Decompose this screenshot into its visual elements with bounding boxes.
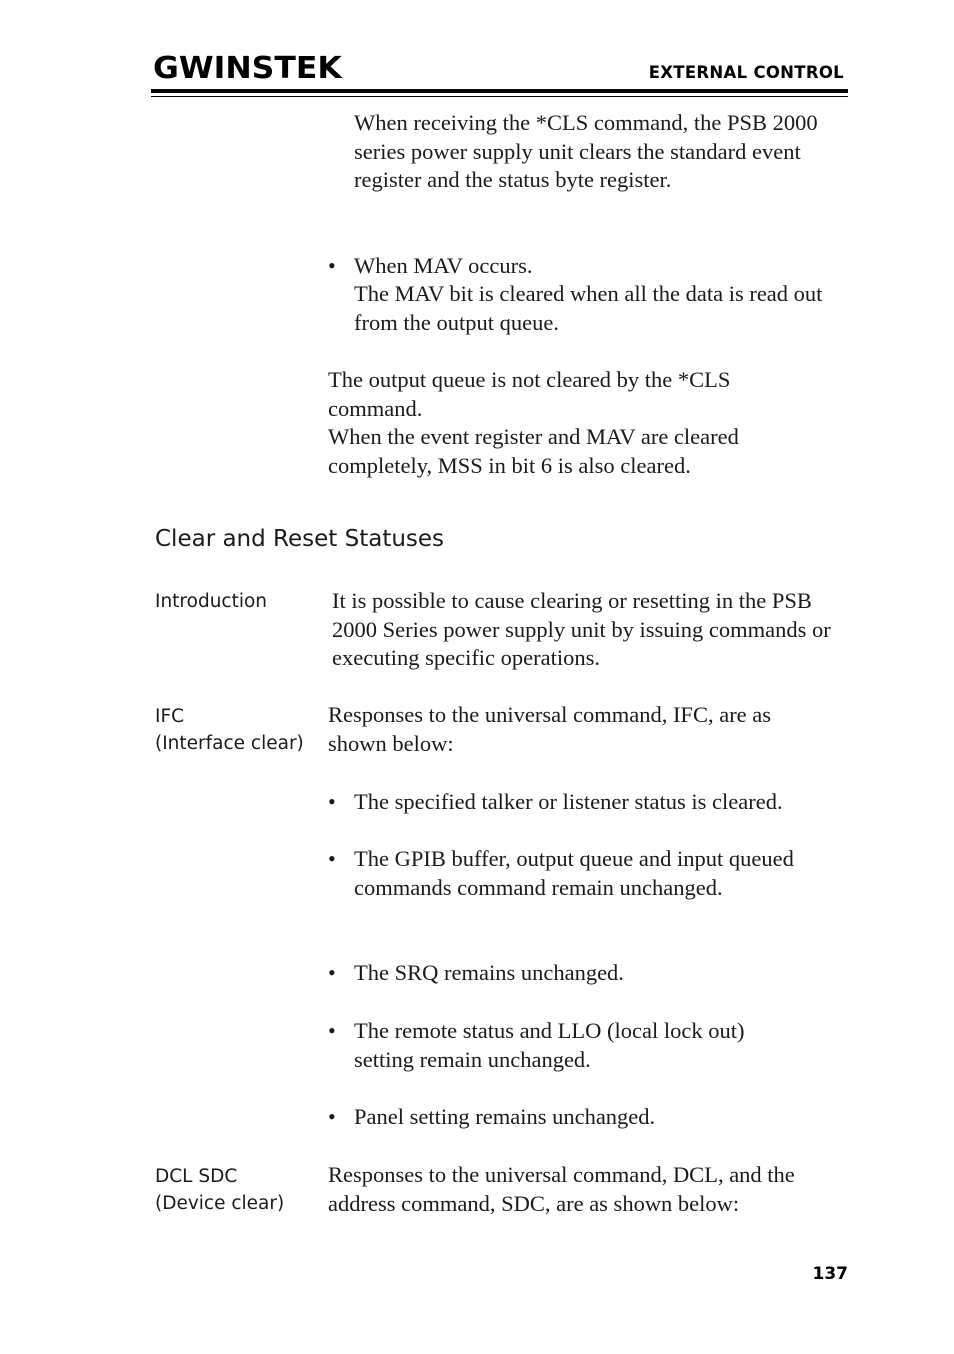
event-register-paragraph: When the event register and MAV are cleared completely, MSS in bit 6 is also cleared. [328,424,739,478]
bullet-marker: • [328,789,336,814]
ifc-sublabel: (Interface clear) [155,733,304,754]
mav-bullet-title: When MAV occurs. [354,253,533,278]
output-queue-paragraph: The output queue is not cleared by the *CLS command. [328,367,731,421]
ifc-bullet-item: The remote status and LLO (local lock out) setting remain unchanged. [354,1018,745,1072]
dcl-label: DCL SDC [155,1166,238,1187]
bullet-marker: • [328,1018,336,1043]
ifc-label: IFC [155,706,185,727]
bullet-marker: • [328,253,336,278]
introduction-text: It is possible to cause clearing or resetting in the PSB 2000 Series power supply unit by issuing commands or executing specific operations. [332,588,831,671]
header-rule-thin [151,96,848,97]
ifc-bullet-item: Panel setting remains unchanged. [354,1104,656,1129]
ifc-bullet-item: The specified talker or listener status is cleared. [354,789,783,814]
ifc-bullet-item: The SRQ remains unchanged. [354,960,624,985]
introduction-label: Introduction [155,591,268,612]
mav-bullet-body: The MAV bit is cleared when all the data is read out from the output queue. [354,281,823,335]
bullet-marker: • [328,846,336,871]
bullet-marker: • [328,1104,336,1129]
page-number: 137 [812,1264,848,1284]
section-title: EXTERNAL CONTROL [648,63,844,82]
ifc-text: Responses to the universal command, IFC, are as shown below: [328,702,772,756]
section-heading: Clear and Reset Statuses [155,526,445,552]
cls-paragraph: When receiving the *CLS command, the PSB 2000 series power supply unit clears the standard event register and the status byte register. [354,110,818,193]
dcl-text: Responses to the universal command, DCL, and the address command, SDC, are as shown below: [328,1162,795,1216]
bullet-marker: • [328,960,336,985]
ifc-bullet-item: The GPIB buffer, output queue and input queued commands command remain unchanged. [354,846,794,900]
dcl-sublabel: (Device clear) [155,1193,285,1214]
brand-logo: GWINSTEK [153,51,342,86]
header-rule-thick [151,89,848,93]
